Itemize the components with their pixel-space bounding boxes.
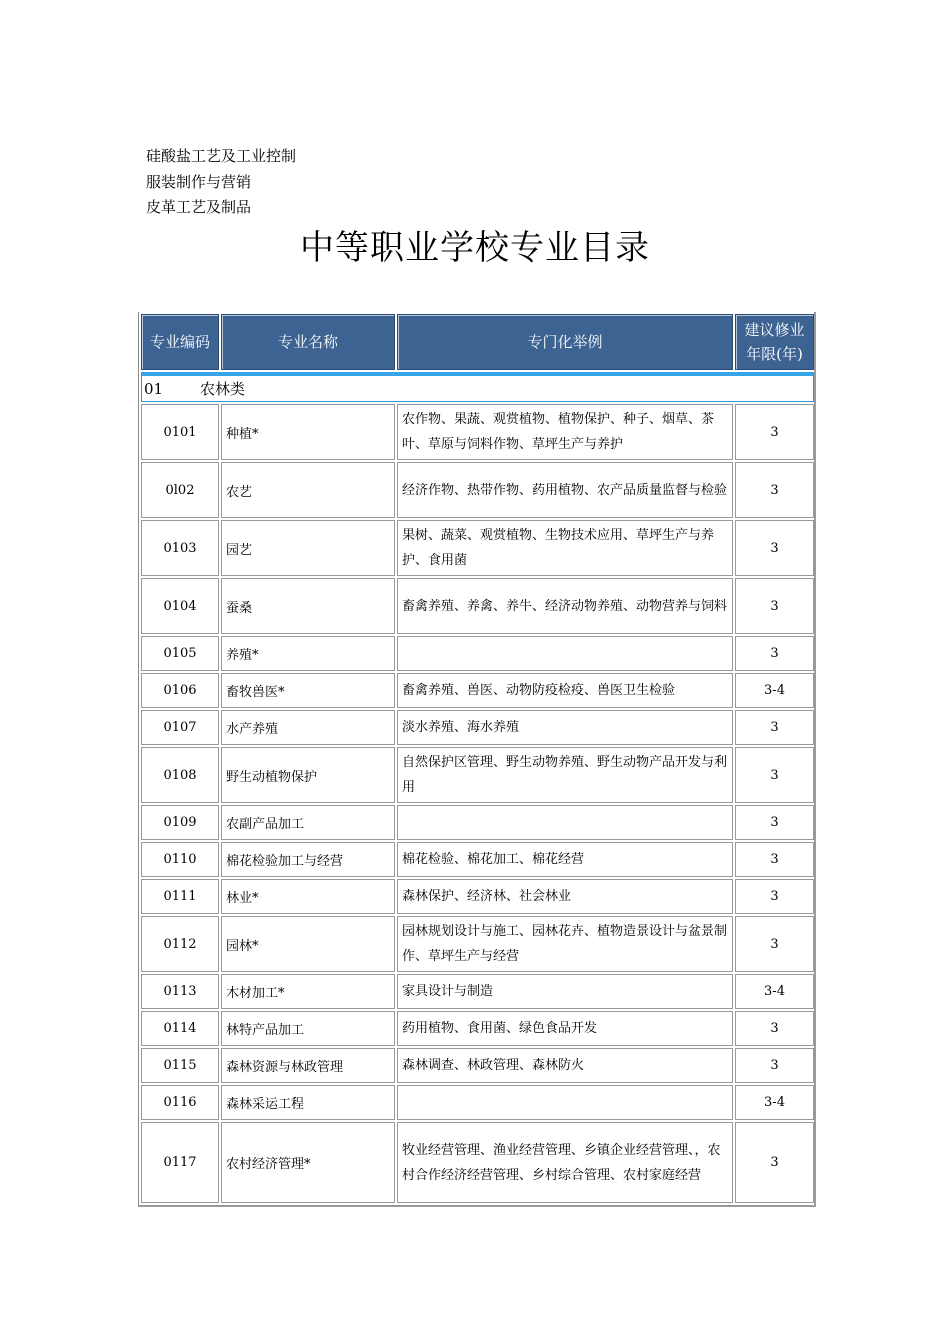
cell-years: 3	[735, 879, 814, 914]
table-row	[141, 462, 814, 518]
preceding-line: 硅酸盐工艺及工业控制	[146, 147, 297, 165]
table-row	[141, 842, 814, 877]
cell-years: 3-4	[735, 974, 814, 1009]
cell-name: 农副产品加工	[221, 805, 395, 840]
cell-name: 棉花检验加工与经营	[221, 842, 395, 877]
table-row	[141, 520, 814, 576]
table-row	[141, 879, 814, 914]
cell-name: 木材加工*	[221, 974, 395, 1009]
table-row	[141, 404, 814, 460]
cell-examples: 果树、蔬菜、观赏植物、生物技术应用、草坪生产与养护、食用菌	[397, 520, 733, 576]
cell-code: 0110	[141, 842, 219, 877]
cell-examples	[397, 636, 733, 671]
cell-code: 0116	[141, 1085, 219, 1120]
cell-years: 3-4	[735, 673, 814, 708]
cell-examples: 森林保护、经济林、社会林业	[397, 879, 733, 914]
cell-code: 0107	[141, 710, 219, 745]
cell-code: 0101	[141, 404, 219, 460]
cell-years: 3	[735, 842, 814, 877]
cell-code: 0108	[141, 747, 219, 803]
table-row	[141, 1048, 814, 1083]
table-row	[141, 673, 814, 708]
table-row	[141, 1122, 814, 1203]
cell-years: 3	[735, 1122, 814, 1203]
cell-years: 3	[735, 747, 814, 803]
cell-examples: 药用植物、食用菌、绿色食品开发	[397, 1011, 733, 1046]
cell-code: 0113	[141, 974, 219, 1009]
cell-name: 林特产品加工	[221, 1011, 395, 1046]
cell-code: 0103	[141, 520, 219, 576]
page-title: 中等职业学校专业目录	[300, 228, 650, 268]
table-row	[141, 805, 814, 840]
cell-code: 0l02	[141, 462, 219, 518]
cell-years: 3	[735, 462, 814, 518]
preceding-line: 皮革工艺及制品	[146, 198, 252, 216]
cell-name: 蚕桑	[221, 578, 395, 634]
table-row	[141, 1011, 814, 1046]
table-row	[141, 636, 814, 671]
cell-examples: 牧业经营管理、渔业经营管理、乡镇企业经营管理、，农村合作经济经营管理、乡村综合管理、农村家庭经营	[397, 1122, 733, 1203]
cell-years: 3	[735, 1048, 814, 1083]
header-years	[735, 314, 814, 370]
cell-code: 0115	[141, 1048, 219, 1083]
table-row	[141, 1085, 814, 1120]
category-row	[141, 372, 814, 402]
cell-name: 种植*	[221, 404, 395, 460]
cell-name: 林业*	[221, 879, 395, 914]
cell-name: 森林采运工程	[221, 1085, 395, 1120]
cell-code: 0117	[141, 1122, 219, 1203]
cell-code: 0114	[141, 1011, 219, 1046]
cell-name: 园艺	[221, 520, 395, 576]
cell-code: 0105	[141, 636, 219, 671]
cell-years: 3	[735, 916, 814, 972]
cell-examples	[397, 805, 733, 840]
cell-code: 0104	[141, 578, 219, 634]
header-code: 专业编码	[141, 314, 219, 370]
header-years-line2: 年限(年)	[746, 345, 803, 363]
cell-code: 0112	[141, 916, 219, 972]
cell-years: 3	[735, 520, 814, 576]
header-name: 专业名称	[221, 314, 395, 370]
cell-years: 3-4	[735, 1085, 814, 1120]
cell-examples: 自然保护区管理、野生动物养殖、野生动物产品开发与利用	[397, 747, 733, 803]
preceding-lines	[146, 144, 296, 221]
cell-name: 水产养殖	[221, 710, 395, 745]
cell-name: 园林*	[221, 916, 395, 972]
cell-years: 3	[735, 636, 814, 671]
cell-years: 3	[735, 710, 814, 745]
cell-years: 3	[735, 404, 814, 460]
cell-examples: 家具设计与制造	[397, 974, 733, 1009]
header-years-line1: 建议修业	[744, 321, 805, 339]
cell-name: 农村经济管理*	[221, 1122, 395, 1203]
cell-code: 0111	[141, 879, 219, 914]
preceding-line: 服装制作与营销	[146, 172, 252, 191]
cell-name: 养殖*	[221, 636, 395, 671]
category-cell	[141, 372, 814, 402]
cell-examples: 棉花检验、棉花加工、棉花经营	[397, 842, 733, 877]
cell-examples: 畜禽养殖、养禽、养牛、经济动物养殖、动物营养与饲料	[397, 578, 733, 634]
cell-examples	[397, 1085, 733, 1120]
cell-code: 0106	[141, 673, 219, 708]
cell-examples: 园林规划设计与施工、园林花卉、植物造景设计与盆景制作、草坪生产与经营	[397, 916, 733, 972]
table-row	[141, 578, 814, 634]
cell-name: 森林资源与林政管理	[221, 1048, 395, 1083]
table-row	[141, 710, 814, 745]
cell-examples: 森林调查、林政管理、森林防火	[397, 1048, 733, 1083]
cell-examples: 畜禽养殖、兽医、动物防疫检疫、兽医卫生检验	[397, 673, 733, 708]
header-examples: 专门化举例	[397, 314, 733, 370]
table-row	[141, 974, 814, 1009]
cell-examples: 淡水养殖、海水养殖	[397, 710, 733, 745]
category-name: 农林类	[200, 380, 246, 398]
cell-years: 3	[735, 1011, 814, 1046]
cell-name: 野生动植物保护	[221, 747, 395, 803]
cell-years: 3	[735, 578, 814, 634]
cell-examples: 农作物、果蔬、观赏植物、植物保护、种子、烟草、茶叶、草原与饲料作物、草坪生产与养护	[397, 404, 733, 460]
table-row	[141, 747, 814, 803]
cell-years: 3	[735, 805, 814, 840]
table-row	[141, 916, 814, 972]
cell-name: 农艺	[221, 462, 395, 518]
cell-code: 0109	[141, 805, 219, 840]
table-header-row	[141, 314, 814, 370]
major-catalog-table	[138, 312, 816, 1207]
category-code: 01	[144, 380, 164, 398]
cell-examples: 经济作物、热带作物、药用植物、农产品质量监督与检验	[397, 462, 733, 518]
cell-name: 畜牧兽医*	[221, 673, 395, 708]
